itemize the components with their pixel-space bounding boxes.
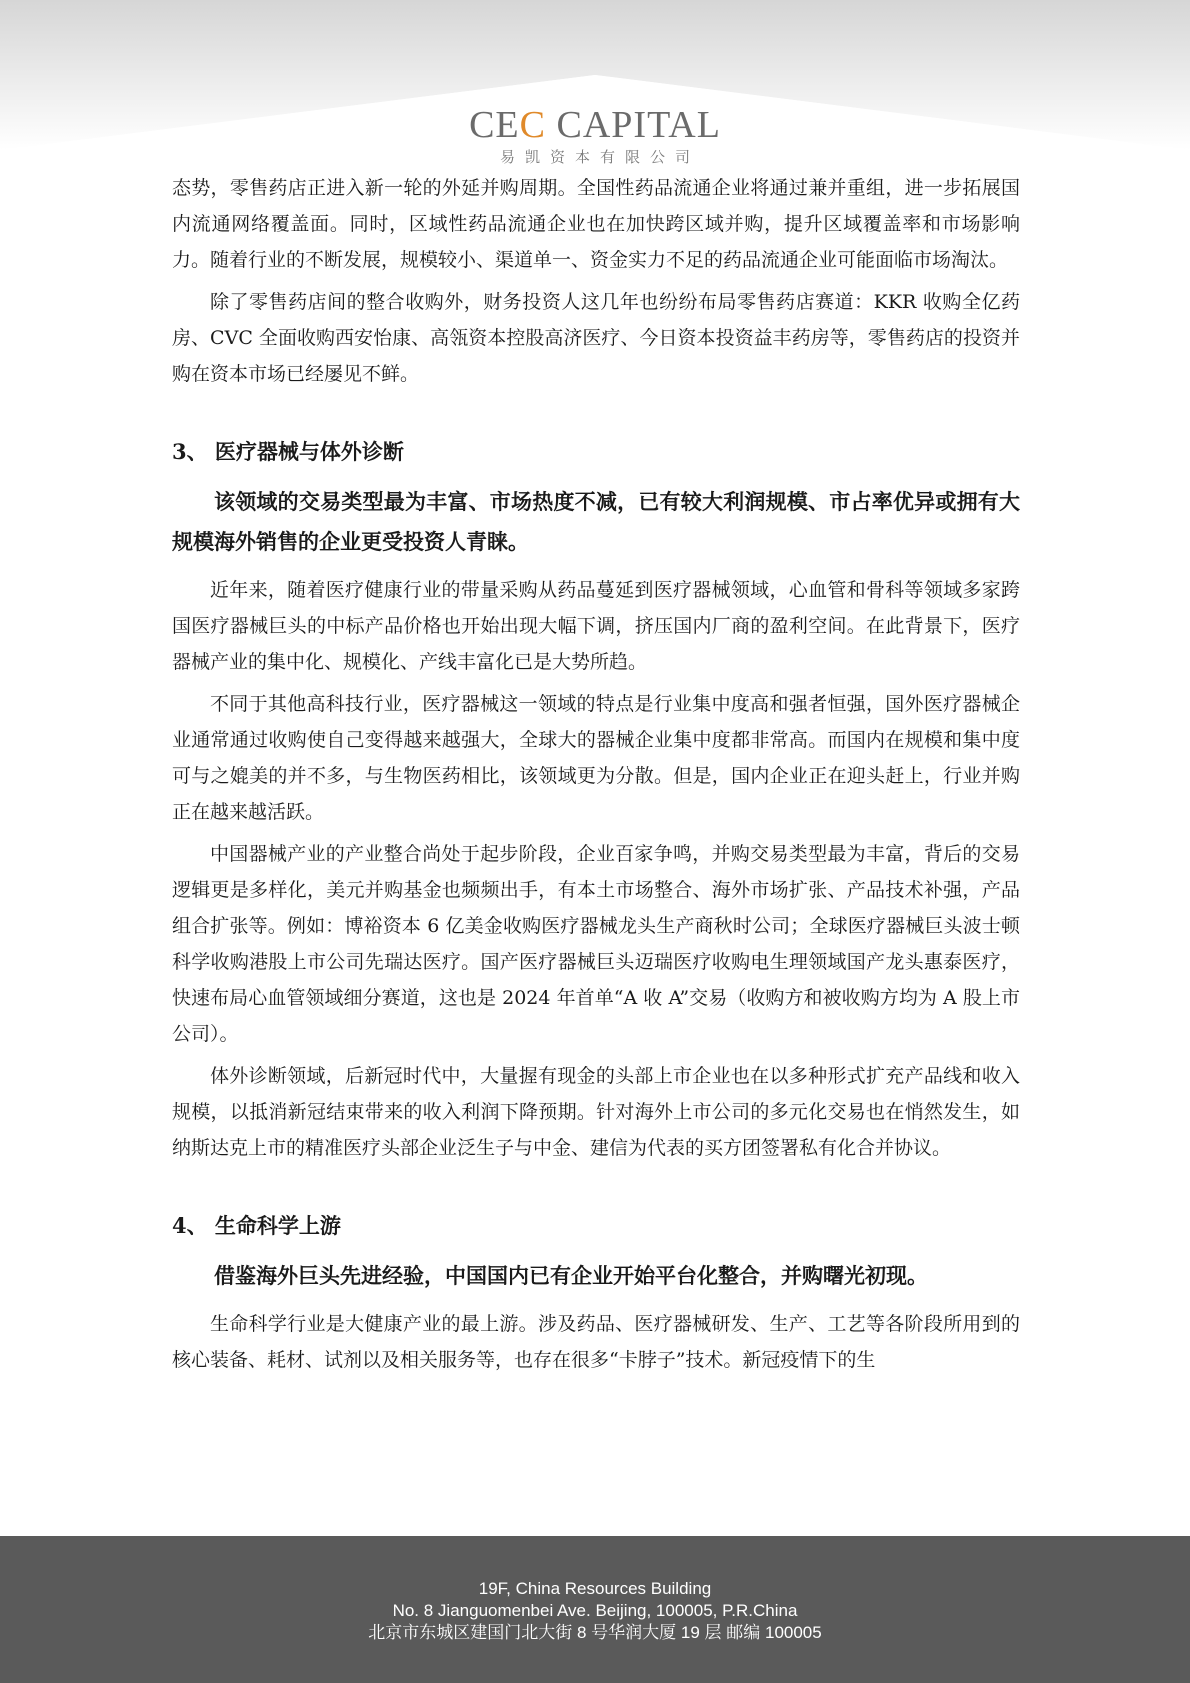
- paragraph: 生命科学行业是大健康产业的最上游。涉及药品、医疗器械研发、生产、工艺等各阶段所用到的核心装备、耗材、试剂以及相关服务等，也存在很多“卡脖子”技术。新冠疫情下的生: [172, 1313, 1020, 1371]
- section-heading: 4、 生命科学上游: [172, 1213, 341, 1238]
- footer-address-line: 北京市东城区建国门北大街 8 号华润大厦 19 层 邮编 100005: [368, 1623, 822, 1642]
- paragraph: 体外诊断领域，后新冠时代中，大量握有现金的头部上市企业也在以多种形式扩充产品线和收入规模，以抵消新冠结束带来的收入利润下降预期。针对海外上市公司的多元化交易也在悄然发生，如纳斯达克上市的精准医疗头部企业泛生子与中金、建信为代表的买方团签署私有化合并协议。: [172, 1065, 1020, 1159]
- section-lead: 借鉴海外巨头先进经验，中国国内已有企业开始平台化整合，并购曙光初现。: [214, 1263, 928, 1288]
- footer-address-line: No. 8 Jianguomenbei Ave. Beijing, 100005, P.R.China: [392, 1601, 798, 1620]
- logo-wordmark: CEC CAPITAL: [469, 104, 721, 146]
- paragraph: 中国器械产业的产业整合尚处于起步阶段，企业百家争鸣，并购交易类型最为丰富，背后的交易逻辑更是多样化，美元并购基金也频频出手，有本土市场整合、海外市场扩张、产品技术补强，产品组合扩张等。例如：博裕资本 6 亿美金收购医疗器械龙头生产商秋时公司；全球医疗器械巨头波士顿科学收购港股上市公司先瑞达医疗。国产医疗器械巨头迈瑞医疗收购电生理领域国产龙头惠泰医疗，快速布局心血管领域细分赛道，这也是 2024 年首单“A 收 A”交易（收购方和被收购方均为 A 股上市公司）。: [172, 843, 1020, 1045]
- logo-subtitle: 易凯资本有限公司: [499, 148, 700, 166]
- paragraph: 不同于其他高科技行业，医疗器械这一领域的特点是行业集中度高和强者恒强，国外医疗器械企业通常通过收购使自己变得越来越强大，全球大的器械企业集中度都非常高。而国内在规模和集中度可与之媲美的并不多，与生物医药相比，该领域更为分散。但是，国内企业正在迎头赶上，行业并购正在越来越活跃。: [172, 693, 1020, 823]
- document-body: [172, 170, 1020, 1384]
- section-lead: 该领域的交易类型最为丰富、市场热度不减，已有较大利润规模、市占率优异或拥有大规模海外销售的企业更受投资人青睐。: [172, 489, 1020, 554]
- section-heading: 3、 医疗器械与体外诊断: [172, 439, 404, 464]
- page-footer: [0, 1536, 1190, 1683]
- paragraph: 态势，零售药店正进入新一轮的外延并购周期。全国性药品流通企业将通过兼并重组，进一步拓展国内流通网络覆盖面。同时，区域性药品流通企业也在加快跨区域并购，提升区域覆盖率和市场影响力。随着行业的不断发展，规模较小、渠道单一、资金实力不足的药品流通企业可能面临市场淘汰。: [172, 177, 1020, 271]
- company-logo: [0, 105, 1190, 167]
- footer-address-line: 19F, China Resources Building: [478, 1579, 712, 1598]
- paragraph: 近年来，随着医疗健康行业的带量采购从药品蔓延到医疗器械领域，心血管和骨科等领域多家跨国医疗器械巨头的中标产品价格也开始出现大幅下调，挤压国内厂商的盈利空间。在此背景下，医疗器械产业的集中化、规模化、产线丰富化已是大势所趋。: [172, 579, 1020, 673]
- paragraph: 除了零售药店间的整合收购外，财务投资人这几年也纷纷布局零售药店赛道：KKR 收购全亿药房、CVC 全面收购西安怡康、高瓴资本控股高济医疗、今日资本投资益丰药房等，零售药店的投资并购在资本市场已经屡见不鲜。: [172, 291, 1020, 385]
